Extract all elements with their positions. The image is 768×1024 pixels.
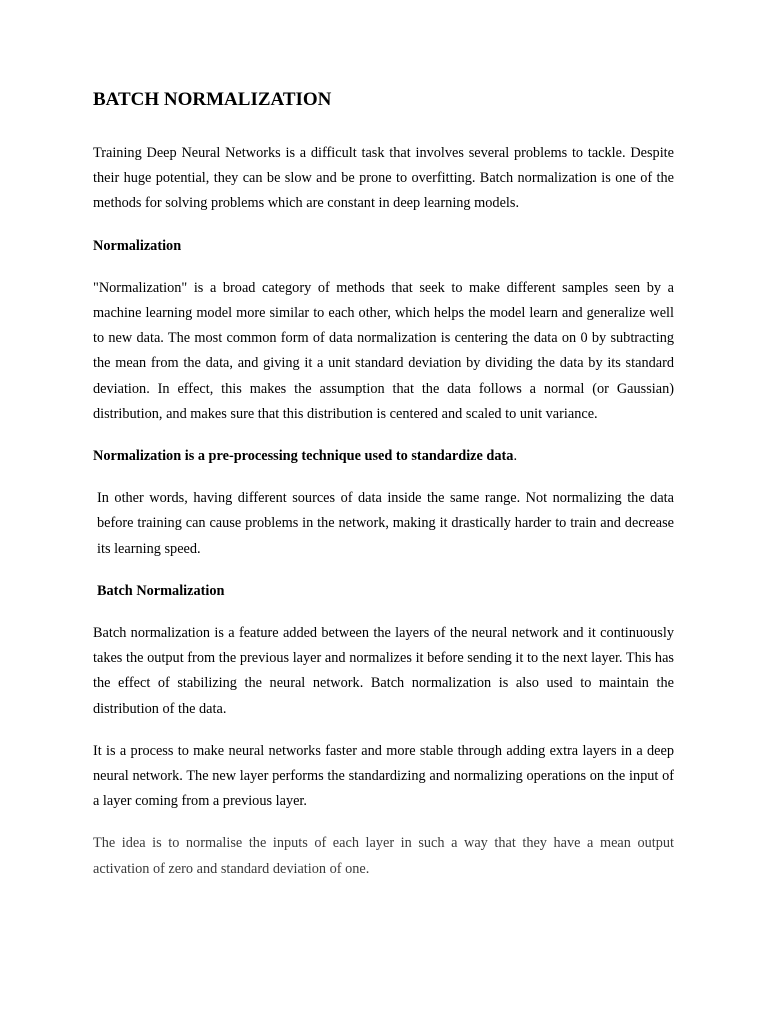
normalization-statement-period: .	[513, 448, 518, 465]
document-title: BATCH NORMALIZATION	[93, 89, 332, 110]
normalization-definition-paragraph: "Normalization" is a broad category of methods that seek to make different samples seen by a machine learning model more similar to each other, which helps the model learn and generalize well to new data. The most common form of data normalization is centering the data on 0 by subtracting the mean from the data, and giving it a unit standard deviation by dividing the data by its standard deviation. In effect, this makes the assumption that the data follows a normal (or Gaussian) distribution, and makes sure that this distribution is centered and scaled to unit variance.	[93, 279, 674, 422]
section-heading-normalization: Normalization	[93, 237, 182, 254]
normalization-explanation-paragraph: In other words, having different sources of data inside the same range. Not normalizing the data before training can cause problems in the network, making it drastically harder to train and decrease its learning speed.	[97, 490, 674, 557]
section-heading-batch-normalization: Batch Normalization	[97, 582, 225, 599]
batch-normalization-paragraph-3: The idea is to normalise the inputs of each layer in such a way that they have a mean output activation of zero and standard deviation of one.	[93, 835, 674, 877]
normalization-statement	[93, 444, 674, 469]
intro-paragraph: Training Deep Neural Networks is a difficult task that involves several problems to tackle. Despite their huge potential, they can be slow and be prone to overfitting. Batch normalization is one of the methods for solving problems which are constant in deep learning models.	[93, 145, 674, 212]
normalization-statement-bold: Normalization is a pre-processing technique used to standardize data	[93, 448, 514, 465]
batch-normalization-paragraph-2: It is a process to make neural networks faster and more stable through adding extra layers in a deep neural network. The new layer performs the standardizing and normalizing operations on the input of a layer coming from a previous layer.	[93, 742, 674, 810]
batch-normalization-paragraph-1: Batch normalization is a feature added between the layers of the neural network and it continuously takes the output from the previous layer and normalizes it before sending it to the next layer. This has the effect of stabilizing the neural network. Batch normalization is also used to maintain the distribution of the data.	[93, 625, 674, 717]
document-body	[93, 86, 674, 899]
